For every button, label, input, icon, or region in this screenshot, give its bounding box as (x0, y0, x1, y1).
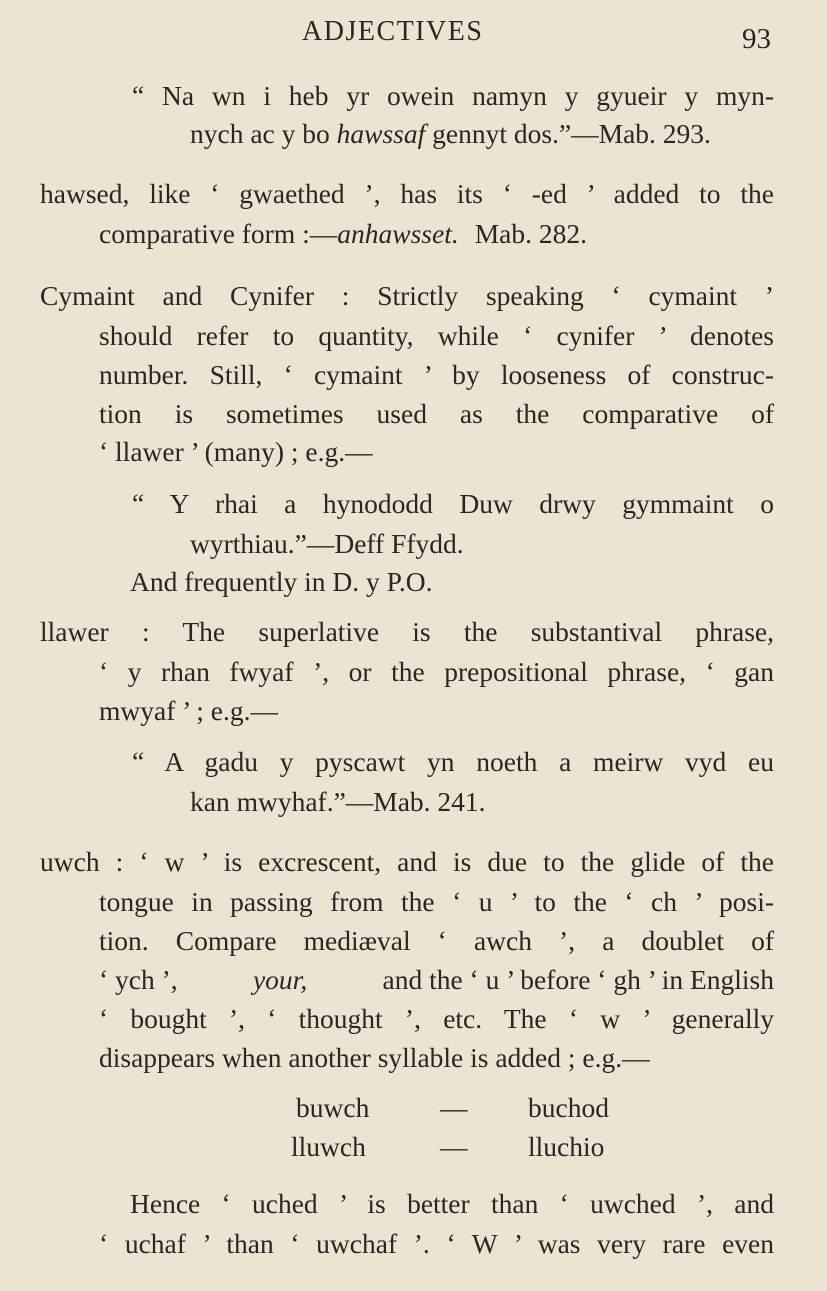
text-span: Mab. 282. (474, 218, 588, 249)
entry-line: hawsed, like ‘ gwaethed ’, has its ‘ -ed ’ added to the (40, 178, 774, 209)
entry-line (99, 220, 587, 248)
text-span: nych ac y bo (190, 118, 337, 149)
pair-right-word: lluchio (528, 1131, 605, 1162)
text-span: gennyt dos.”—Mab. 293. (425, 118, 711, 149)
quote-line: “ A gadu y pyscawt yn noeth a meirw vyd eu (132, 746, 774, 777)
quote-line: “ Y rhai a hynododd Duw drwy gymmaint o (132, 488, 774, 519)
quote-line (190, 120, 711, 148)
pair-dash: — (440, 1131, 468, 1162)
pair-left-word: buwch (296, 1092, 370, 1123)
entry-line: uwch : ‘ w ’ is excrescent, and is due to the glide of the (40, 846, 774, 877)
pair-left-word: lluwch (291, 1131, 366, 1162)
text-span: ‘ ych ’, (99, 964, 178, 995)
text-span: comparative form :— (99, 218, 338, 249)
italic-word: hawssaf (336, 118, 426, 149)
italic-word: your, (252, 964, 308, 995)
quote-line: wyrthiau.”—Deff Ffydd. (190, 528, 464, 559)
entry-line: tongue in passing from the ‘ u ’ to the ‘ ch ’ posi- (99, 886, 774, 917)
paragraph-line: Hence ‘ uched ’ is better than ‘ uwched ’, and (130, 1188, 774, 1219)
italic-word: anhawsset. (337, 218, 459, 249)
entry-line: ‘ bought ’, ‘ thought ’, etc. The ‘ w ’ generally (99, 1003, 774, 1034)
entry-line: tion. Compare mediæval ‘ awch ’, a doublet of (99, 925, 774, 956)
pair-right-word: buchod (528, 1092, 609, 1123)
entry-line: mwyaf ’ ; e.g.— (99, 695, 278, 726)
paragraph-line: ‘ uchaf ’ than ‘ uwchaf ’. ‘ W ’ was very rare even (99, 1228, 774, 1259)
entry-line: should refer to quantity, while ‘ cynifer ’ denotes (99, 320, 774, 351)
quote-line: And frequently in D. y P.O. (130, 566, 433, 597)
quote-line: “ Na wn i heb yr owein namyn y gyueir y myn- (132, 80, 774, 111)
entry-line: ‘ llawer ’ (many) ; e.g.— (99, 436, 373, 467)
entry-line: llawer : The superlative is the substantival phrase, (40, 616, 774, 647)
entry-line: tion is sometimes used as the comparative of (99, 398, 774, 429)
running-header-title: ADJECTIVES (302, 16, 484, 47)
entry-line: Cymaint and Cynifer : Strictly speaking ‘ cymaint ’ (40, 280, 774, 311)
text-span: and the ‘ u ’ before ‘ gh ’ in English (382, 964, 774, 995)
page-number: 93 (742, 23, 771, 55)
entry-line: number. Still, ‘ cymaint ’ by looseness of construc- (99, 359, 774, 390)
quote-line: kan mwyhaf.”—Mab. 241. (190, 786, 486, 817)
entry-line (99, 966, 774, 994)
pair-dash: — (440, 1092, 468, 1123)
entry-line: ‘ y rhan fwyaf ’, or the prepositional phrase, ‘ gan (99, 656, 774, 687)
entry-line: disappears when another syllable is added ; e.g.— (99, 1042, 650, 1073)
